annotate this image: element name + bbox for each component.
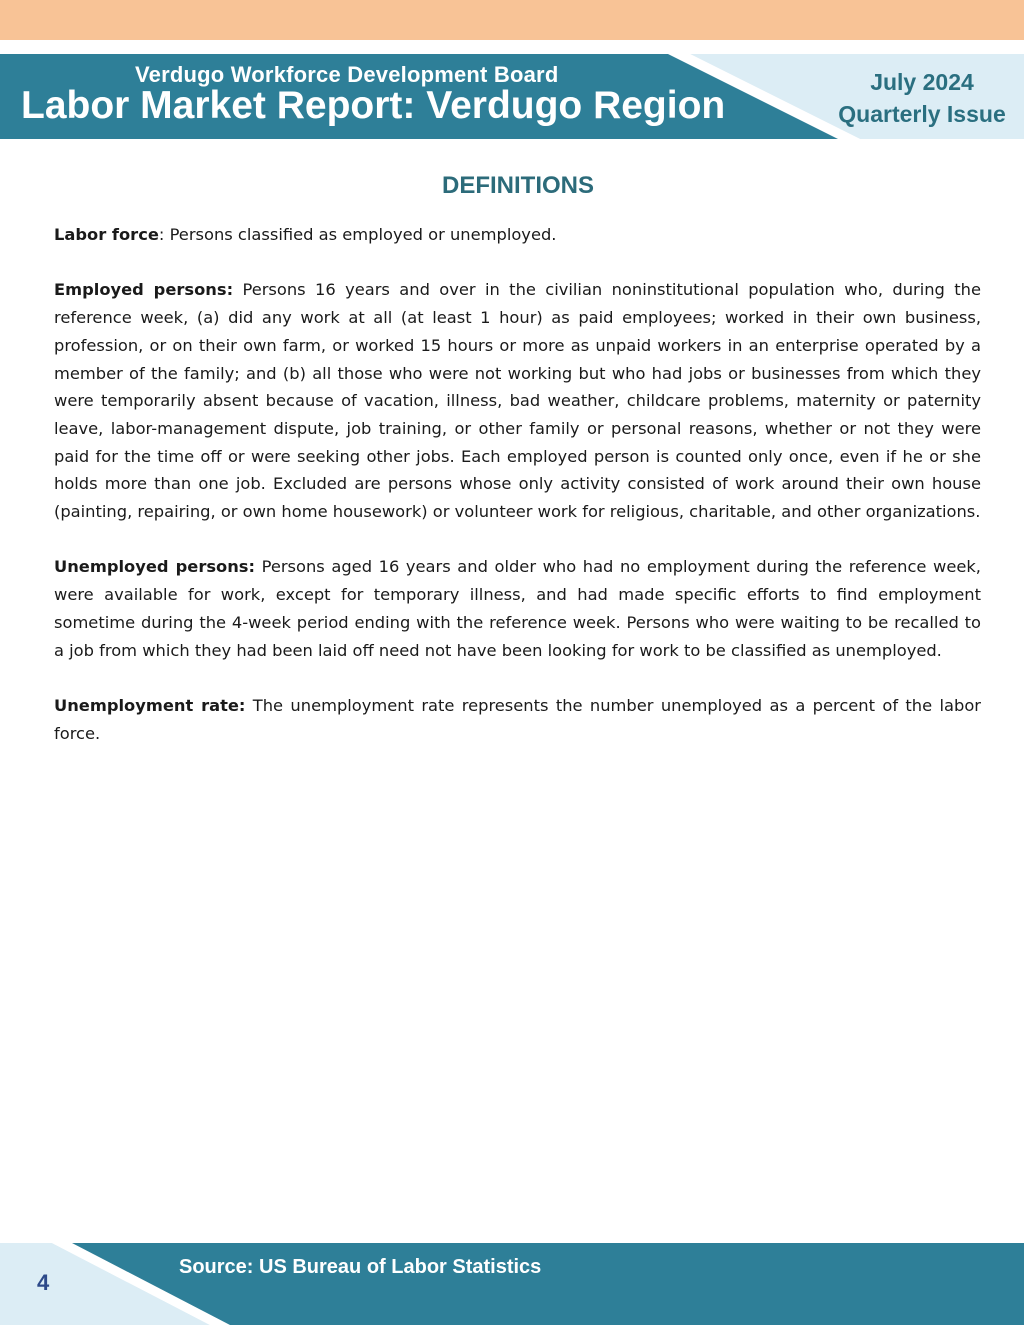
section-heading: DEFINITIONS <box>441 172 594 199</box>
definition-text: The unemployment rate represents the number unemployed as a percent of the labor force. <box>54 695 981 743</box>
definition-text: Persons aged 16 years and older who had no employment during the reference week, were available for work, except for temporary illness, and had made specific efforts to find employment sometime during the 4-week period ending with the reference week. Persons who were waiting to be recalled to a job from which they had been laid off need not have been looking for work to be classified as unemployed. <box>54 557 981 660</box>
definition-term: Labor force <box>54 225 159 244</box>
definition-term: Employed persons: <box>54 280 234 300</box>
definition-separator: : <box>158 225 170 244</box>
issue-label <box>834 66 1010 130</box>
definition-unemployed-persons <box>54 553 981 664</box>
page-number: 4 <box>37 1270 50 1295</box>
organization-name: Verdugo Workforce Development Board <box>135 62 559 87</box>
top-accent-band <box>0 0 1024 40</box>
definition-text: Persons classified as employed or unemployed. <box>169 225 557 244</box>
definition-separator <box>245 696 252 715</box>
report-title: Labor Market Report: Verdugo Region <box>21 84 726 127</box>
definition-separator <box>255 557 262 576</box>
definition-term: Unemployment rate: <box>54 695 246 715</box>
source-note: Source: US Bureau of Labor Statistics <box>179 1256 542 1278</box>
definition-unemployment-rate <box>54 692 981 747</box>
definition-text: Persons 16 years and over in the civilian noninstitutional population who, during the reference week, (a) did any work at all (at least 1 hour) as paid employees; worked in their own business, profession, or on their own farm, or worked 15 hours or more as unpaid workers in an enterprise operated by a member of the family; and (b) all those who were not working but who had jobs or businesses from which they were temporarily absent because of vacation, illness, bad weather, childcare problems, maternity or paternity leave, labor-management dispute, job training, or other family or personal reasons, whether or not they were paid for the time off or were seeking other jobs. Each employed person is counted only once, even if he or she holds more than one job. Excluded are persons whose only activity consisted of work around their own house (painting, repairing, or own home housework) or volunteer work for religious, charitable, and other organizations. <box>54 280 981 522</box>
definitions-list <box>54 221 981 775</box>
definition-labor-force <box>54 221 981 249</box>
definition-employed-persons <box>54 276 981 525</box>
definition-term: Unemployed persons: <box>54 557 256 577</box>
issue-month: July 2024 <box>870 69 974 95</box>
issue-type: Quarterly Issue <box>838 101 1006 127</box>
